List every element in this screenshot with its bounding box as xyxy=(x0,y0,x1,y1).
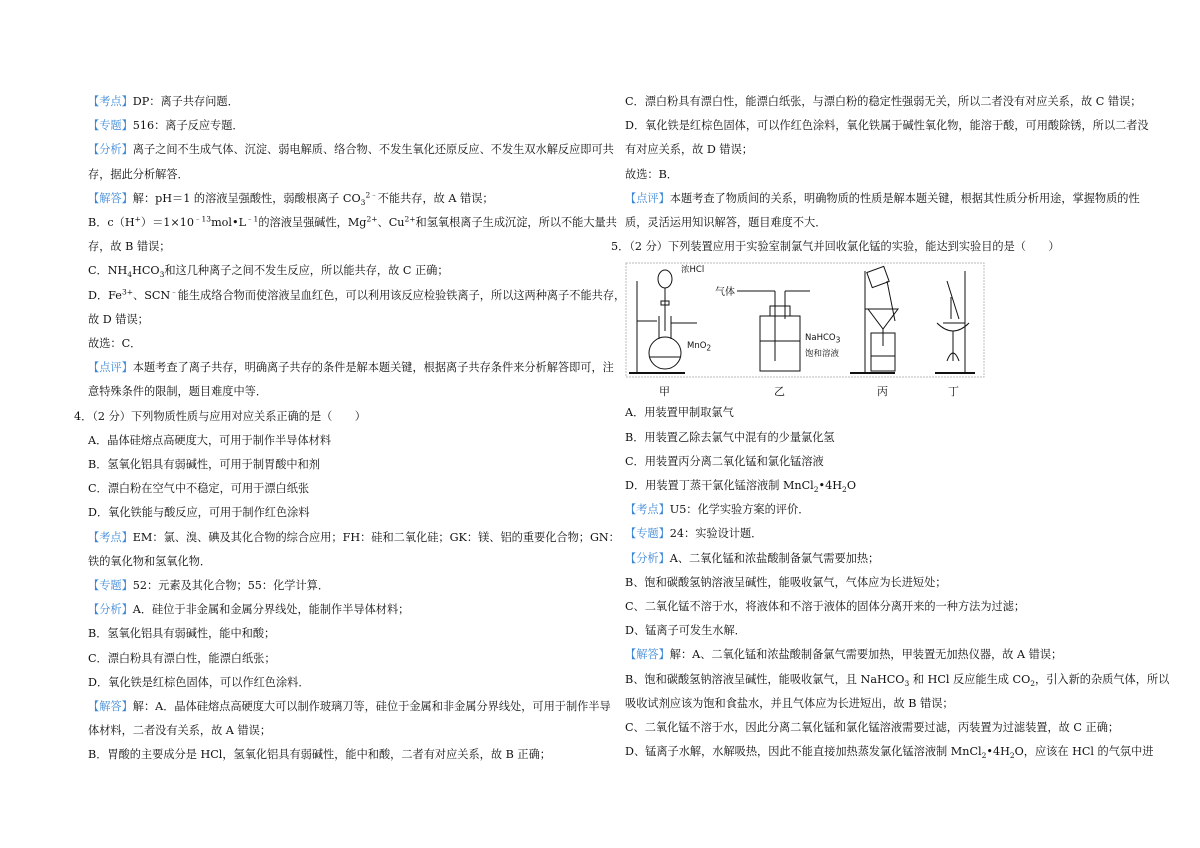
label-gas: 气体 xyxy=(715,287,735,299)
q5-jieda-d: D、锰离子水解，水解吸热，因此不能直接加热蒸发氯化锰溶液制 $MnCl_2•4H_2O$，应该在 HCl 的气氛中进 xyxy=(625,745,1154,761)
q5-fenxi: 【分析】A、二氧化锰和浓盐酸制备氯气需要加热； xyxy=(625,551,880,565)
q3-fenxi-2: 存，据此分析解答． xyxy=(88,167,189,181)
q5-jieda-b: B、饱和碳酸氢钠溶液呈碱性，能吸收氯气，且 NaHCO$_3$ 和 HCl 反应能生成 $CO_2$，引入新的杂质气体，所以 xyxy=(625,672,1170,688)
q3-jieda-b-2: 存，故 B 错误； xyxy=(88,240,171,254)
q4-jieda-b: B．胃酸的主要成分是 HCl，氢氧化铝具有弱碱性，能中和酸，二者有对应关系，故 B 正确； xyxy=(88,748,551,762)
q3-guxuan: 故选：C． xyxy=(88,337,142,351)
q3-jieda-c: C．$NH_4HCO_3$和这几种离子之间不发生反应，所以能共存，故 C 正确； xyxy=(88,264,449,280)
label-mno2: MnO$_2$ xyxy=(687,341,712,354)
q3-zhuanti: 【专题】516：离子反应专题． xyxy=(88,119,244,133)
q4-dianping-2: 质，灵活运用知识解答，题目难度不大． xyxy=(625,216,827,230)
q3-jieda-d: D．$Fe^{3+}$、SCN﹣能生成络合物而使溶液呈血红色，可以利用该反应检验铁离子，所以这两种离子不能共存， xyxy=(88,286,626,302)
label-jia: 甲 xyxy=(659,385,670,399)
q4-option-b: B．氢氧化铝具有弱碱性，可用于制胃酸中和剂 xyxy=(88,458,320,472)
apparatus-drawing xyxy=(625,261,985,401)
q5-option-b: B．用装置乙除去氯气中混有的少量氯化氢 xyxy=(625,430,835,444)
q3-dianping: 【点评】本题考查了离子共存，明确离子共存的条件是解本题关键，根据离子共存条件来分析解答即可，注 xyxy=(88,361,614,375)
q4-fenxi-d: D．氧化铁是红棕色固体，可以作红色涂料． xyxy=(88,675,310,689)
q4-jieda-c: C．漂白粉具有漂白性，能漂白纸张，与漂白粉的稳定性强弱无关，所以二者没有对应关系，故 C 错误； xyxy=(625,95,1142,108)
q4-fenxi-c: C．漂白粉具有漂白性，能漂白纸张； xyxy=(88,651,276,665)
q4-zhuanti: 【专题】52：元素及其化合物；55：化学计算． xyxy=(88,579,330,593)
right-column xyxy=(611,90,1170,764)
q5-jieda-b-2: 吸收试剂应该为饱和食盐水，并且气体应为长进短出，故 B 错误； xyxy=(625,696,954,710)
q4-jieda: 【解答】解：A．晶体硅熔点高硬度大可以制作玻璃刀等，硅位于金属和非金属分界线处，可用于制作半导 xyxy=(88,700,611,714)
label-ding: 丁 xyxy=(948,385,959,399)
q5-fenxi-c: C、二氧化锰不溶于水，将液体和不溶于液体的固体分离开来的一种方法为过滤； xyxy=(625,600,1026,614)
q4-guxuan: 故选：B． xyxy=(625,167,678,181)
q4-jieda-d-2: 有对应关系，故 D 错误； xyxy=(625,143,753,157)
q4-jieda-d: D．氧化铁是红棕色固体，可以作红色涂料，氧化铁属于碱性氧化物，能溶于酸，可用酸除锈，所以二者没 xyxy=(625,119,1149,133)
q5-jieda: 【解答】解：A、二氧化锰和浓盐酸制备氯气需要加热，甲装置无加热仪器，故 A 错误； xyxy=(625,648,1063,662)
q5-option-a: A．用装置甲制取氯气 xyxy=(625,406,734,420)
q4-dianping: 【点评】本题考查了物质间的关系，明确物质的性质是解本题关键，根据其性质分析用途，掌握物质的性 xyxy=(625,191,1140,205)
q3-jieda: 【解答】解：pH＝1 的溶液呈强酸性，弱酸根离子 $CO_3^{2﹣}$不能共存，故 A 错误； xyxy=(88,190,494,208)
q4-stem: 4．（2 分）下列物质性质与应用对应关系正确的是（ ） xyxy=(74,409,366,423)
q4-option-c: C．漂白粉在空气中不稳定，可用于漂白纸张 xyxy=(88,482,310,496)
q3-fenxi: 【分析】离子之间不生成气体、沉淀、弱电解质、络合物、不发生氧化还原反应、不发生双水解反应即可共 xyxy=(88,143,614,157)
q3-kaodian: 【考点】DP：离子共存问题． xyxy=(88,95,239,108)
q4-jieda-2: 体材料，二者没有关系，故 A 错误； xyxy=(88,724,272,738)
label-bing: 丙 xyxy=(877,385,888,399)
label-yi: 乙 xyxy=(774,385,785,399)
q4-kaodian-2: 铁的氧化物和氢氧化物． xyxy=(88,554,212,568)
q5-stem: 5．（2 分）下列装置应用于实验室制氯气并回收氯化锰的实验，能达到实验目的是（ ） xyxy=(611,240,1060,254)
q5-kaodian: 【考点】U5：化学实验方案的评价． xyxy=(625,503,810,517)
q4-fenxi-b: B．氢氧化铝具有弱碱性，能中和酸； xyxy=(88,627,276,641)
q3-jieda-d-2: 故 D 错误； xyxy=(88,312,149,326)
q5-fenxi-d: D、锰离子可发生水解． xyxy=(625,624,746,638)
q5-option-d: D．用装置丁蒸干氯化锰溶液制 $MnCl_2•4H_2O$ xyxy=(625,479,856,495)
q4-option-a: A．晶体硅熔点高硬度大，可用于制作半导体材料 xyxy=(88,433,332,447)
q4-fenxi: 【分析】A．硅位于非金属和金属分界线处，能制作半导体材料； xyxy=(88,603,410,617)
q3-jieda-b: B．$c(H^+)=1\times 10^{﹣13}mol•L^{﹣1}$的溶液呈强碱性，$Mg^{2+}$、$Cu^{2+}$和氢氧根离子生成沉淀，所以不能大量共 xyxy=(88,214,617,230)
q4-option-d: D．氧化铁能与酸反应，可用于制作红色涂料 xyxy=(88,506,310,520)
q3-dianping-2: 意特殊条件的限制，题目难度中等． xyxy=(88,385,268,399)
label-nahco3: NaHCO$_3$ xyxy=(805,333,841,346)
label-conc-hcl: 浓HCl xyxy=(681,265,705,276)
q4-kaodian: 【考点】EM：氯、溴、碘及其化合物的综合应用；FH：硅和二氧化硅；GK：镁、铝的重要化合物；GN： xyxy=(88,530,620,544)
q5-apparatus-figure xyxy=(625,261,985,401)
left-column xyxy=(74,90,626,768)
q5-fenxi-b: B、饱和碳酸氢钠溶液呈碱性，能吸收氯气，气体应为长进短处； xyxy=(625,575,947,589)
q5-jieda-c: C、二氧化锰不溶于水，因此分离二氧化锰和氯化锰溶液需要过滤，丙装置为过滤装置，故 C 正确； xyxy=(625,721,1120,735)
q5-zhuanti: 【专题】24：实验设计题． xyxy=(625,527,763,541)
label-saturated-solution: 饱和溶液 xyxy=(805,349,840,360)
q5-option-c: C．用装置丙分离二氧化锰和氯化锰溶液 xyxy=(625,454,824,468)
